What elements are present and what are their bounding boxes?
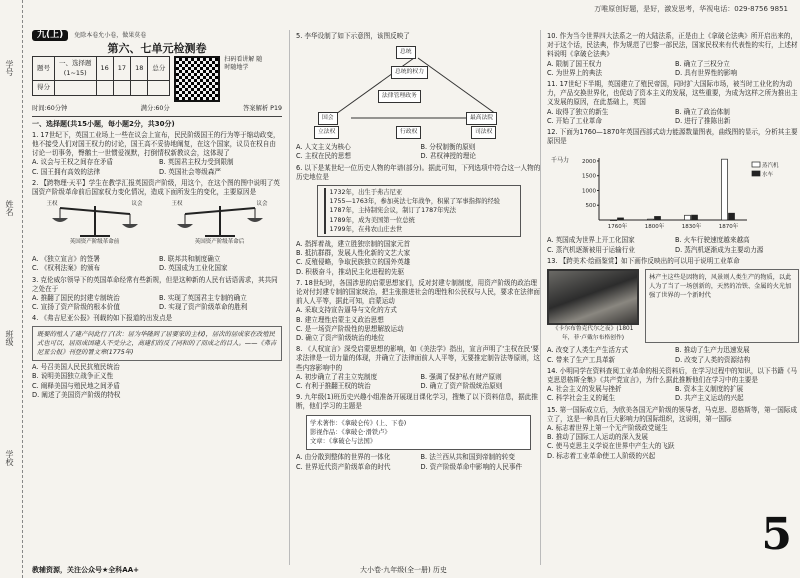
option[interactable]: D. 标志着工业革命使工人阶级的兴起 [547,451,656,460]
column-3 [540,30,799,565]
x-tick-label: 1870年 [718,224,739,231]
question-5 [296,32,541,162]
bar-steam [685,216,691,221]
qr-code-icon[interactable] [174,56,220,102]
diagram-node-bl: 立法权 [314,126,339,139]
question-number: 15. [547,405,558,414]
option[interactable]: C. 国王拥有高效的法律 [32,167,101,176]
diagram-node-bm: 行政权 [396,126,421,139]
timeline-item: 1755—1763年，参加英法七年战争，积累了军事指挥的经验 [324,197,514,206]
footer-left: 教辅资源，关注公众号★全科AA+ [32,566,139,574]
book-item: 影视作品：《拿破仑·滑铁卢》 [310,428,391,436]
bar-steam [611,220,617,221]
score-cell[interactable] [96,80,113,95]
diagram-node-br: 司法权 [471,126,496,139]
y-tick-label: 1500 [582,174,596,181]
scale-label: 议会 [256,201,268,208]
option[interactable]: A. 社会主义的发展与挫折 [547,385,622,394]
timeline-box [317,185,521,237]
option[interactable]: A. 议会与王权之间存在矛盾 [32,158,114,167]
option[interactable]: D. 阐述了美国资产阶级的特权 [32,390,121,399]
question-8 [296,345,541,391]
column-2 [289,30,541,565]
option[interactable]: B. 建立理性启蒙主义政治思想 [296,315,384,324]
x-tick-label: 1800年 [644,224,665,231]
option[interactable]: A. 号召美国人民民抗殖民统治 [32,363,120,372]
option[interactable]: B. 确立了三权分立 [675,59,730,68]
option[interactable]: C. 为世界上的典法 [547,68,602,77]
y-tick-label: 500 [585,203,596,210]
bar-steam [722,160,728,221]
option[interactable]: B. 推动了国际工人运动的深入发展 [547,433,649,442]
footer-mid: 大小卷·九年级(全一册) 历史 [360,566,447,574]
question-text: 【跨物理·天平】学生在教学汇报英国资产阶级，用这个，在这个图的图中说明了英国资产阶级革命前后国家权力变化情况，造成下面所发生的变化，主要原因是 [32,178,280,197]
question-text: 《人权宣言》深受启蒙思想的影响，如《美法学》指出，宣言声明了'主权在民'要求法律是一切力量的体现，并确立了法律面前人人平等，无要推定制告法等原则，这些内容影响中的 [296,345,540,372]
option[interactable]: D. 君权神授的理论 [420,152,476,161]
option[interactable]: A. 人文主义为核心 [296,143,351,152]
tag-note: 免除本卷允小卷，做果莫卷 [74,32,147,39]
option[interactable]: B. 强调了保护私有财产原则 [420,372,502,381]
option[interactable]: D. 实现了资产阶级革命的胜利 [159,303,248,312]
legend-label: 水车 [762,172,774,179]
score-head-choice: 一、选择题 (1~15) [55,57,97,80]
diagram-node-mid: 总统的权力 [391,66,428,79]
option[interactable]: A. 取得了独立的新生 [547,107,609,116]
score-head-17: 17 [113,57,130,80]
timeline-item: 1787年，主持制宪会议，制订了1787年宪法 [324,206,514,215]
option[interactable]: C. 宣扬了资产阶级的根本价值 [32,303,120,312]
question-13 [547,257,799,365]
option[interactable]: D. 英国社会等级森严 [159,167,222,176]
option[interactable]: B. 推动了生产力迅速发展 [675,346,750,355]
option[interactable]: B. 资本主义制度的扩展 [675,385,744,394]
option[interactable]: B. 说明美国独立战争正义性 [32,372,114,381]
question-10 [547,32,799,78]
option[interactable]: A. 标志着世界上第一个无产阶级政党诞生 [547,424,668,433]
question-number: 4. [32,314,39,323]
legend-swatch [752,171,760,176]
question-number: 7. [296,278,303,287]
option[interactable]: D. 资产阶级革命中影响的人民事件 [420,462,523,471]
book-item: 学术著作：《拿破仑传》(上、下卷) [310,419,407,427]
balance-scale-icon [175,200,268,238]
option[interactable]: C. 是一场资产阶级性的思想解放运动 [296,324,404,333]
question-text: 克伦威尔领导下的英国革命经常有些新规，但是这种新的人民有话语需求，其共同之处在于 [32,275,278,293]
option[interactable]: A. 由分散到整体的世界的一体化 [296,453,391,462]
scale-label: 议会 [131,201,143,208]
option[interactable]: D. 进行了推陈出新 [675,116,731,125]
question-number: 1. [32,130,39,139]
exam-meta [32,104,282,116]
scale-label: 王权 [46,201,58,208]
option[interactable]: C. 科学社会主义的诞生 [547,394,616,403]
legend-swatch [752,162,760,167]
option[interactable]: B. 联邦共和制度确立 [159,255,221,264]
question-text: 第一国际成立后，为欧美各国无产阶级的领导者，马克思、恩格斯等，第一国际成立了，这是一种具有巨大影响力的国际组织，这说明，第一国际 [547,405,797,423]
answer-ref: 答案解析 P19 [242,105,282,113]
question-number: 10. [547,32,558,40]
question-9 [296,393,541,471]
question-4 [32,314,282,400]
scale-after [170,200,270,252]
option[interactable]: B. 火车行驶速度越来越高 [675,236,750,245]
option[interactable]: A. 改变了人类生产生活方式 [547,346,629,355]
margin-label-name: 姓名 [5,200,14,216]
option[interactable]: C. 使马克思主义学说在世界中产生大的飞跃 [547,442,675,451]
bar-water [618,218,624,220]
option[interactable]: A. 限制了国王权力 [547,59,602,68]
question-number: 14. [547,366,558,375]
section-title: 一、选择题(共15小题，每小题2分，共30分) [32,119,175,128]
timeline-item: 1799年，在弗农山庄去世 [324,225,514,234]
option[interactable]: C. 主权在民的思想 [296,152,351,161]
option[interactable]: A. 英国成为世界上开工化国家 [547,236,635,245]
question-14 [547,367,799,404]
y-tick-label: 2000 [582,159,596,166]
option[interactable]: D. 共产主义运动的兴起 [675,394,744,403]
painting-text: 林产主这些是因物的，风景则人类生产的物质，以此人为了当了一场创新的，天然的冶铁、金属的火光加强了世界的一个新时代 [645,269,799,343]
bar-water [729,214,735,221]
option[interactable]: C. 有利于推翻王权的统治 [296,382,371,391]
question-6 [296,164,541,277]
diagram-node-right: 最高法院 [466,112,497,125]
timeline-item: 1789年，成为美国第一位总统 [324,216,514,225]
question-number: 8. [296,345,303,354]
option[interactable]: D. 具有世界性的影响 [675,68,738,77]
balance-scale-icon [50,200,143,238]
question-text: 【跨美术·绘画鉴赏】如下画作反映出的可以用于说明工业革命 [559,256,740,265]
option[interactable]: D. 英国成为工业化国家 [159,264,228,273]
question-number: 9. [296,393,303,402]
option[interactable]: C. 阐释美国与殖民地之间矛盾 [32,381,120,390]
question-number: 2. [32,178,39,187]
question-text: 18世纪时，各国涉思的启蒙思想家们，反对封建专制制度，用资产阶级的政治理论对付封建专制的国家统治，把主张推进社会的理性和公民权与人民，要求在法律面前人人平等，据此可知，启蒙运动 [296,278,540,306]
score-head-total: 总分 [148,57,170,80]
scale-label: 王权 [171,201,183,208]
chart-svg [547,148,787,234]
diagram-node-core: 法律管理政务 [378,90,421,103]
question-number: 11. [547,80,558,89]
score-row-label: 得分 [33,80,55,95]
score-table [32,56,170,95]
question-number: 13. [547,256,558,265]
power-chart [547,148,799,234]
bar-water [692,216,698,221]
bar-steam [648,220,654,221]
question-number: 6. [296,163,303,172]
option[interactable]: A. 采取支持宣告逼导与文化的方式 [296,306,397,315]
question-number: 5. [296,32,303,40]
question-text: 九年级(1)班历史兴趣小组准备开展现目课化学习，搜集了以下资料信息，据此推断，他们学习的主题是 [296,393,538,411]
question-text: 17世纪下，英国工业场上一些在议会上宣布，民民阶级国王的行为等于缩动政变，他不接受人们对国王权力的讨论，国王高不妥协地阐复，在这个国家，议员在权自由讨论一切事务，臀鹅土一世惯爱视默，打倒情权新教议会，这体现了 [32,130,280,158]
binding-margin [0,0,23,578]
question-text: 小明同学在资料查阅工业革命的相关资料后，在学习过程中的知识，以下书籍《马克思恩格斯全集》《共产党宣言》，为什么据此推断他们在学习中的主要是 [547,366,797,385]
page-number: 5 [761,509,792,560]
option[interactable]: A. 指挥着战，建立胜独宗制的国家元首 [296,240,411,249]
exam-full-score: 满分:60分 [140,105,170,113]
unit-title: 第六、七单元检测卷 [107,42,207,56]
option[interactable]: C. 反殖侵略，争取民族独立的国外英雄 [296,258,411,267]
painting-figure [547,269,799,343]
score-cell[interactable] [131,80,148,95]
question-text: 下面为1760—1870年英国西部式动力能源数量图表，曲线图的显示，分析其主要原因是 [547,128,798,146]
option[interactable]: B. 分权制衡的原则 [420,143,476,152]
question-3 [32,276,282,313]
question-text: 以下是某世纪一位历史人物的年谱(部分)。据此可知，下列选项中符合这一人物的历史地位是 [296,163,541,181]
qr-text: 扫码看讲解 随时随地学 [224,56,263,72]
diagram-node-left: 国会 [318,112,338,125]
option[interactable]: B. 实现了英国君主专制的确立 [159,294,247,303]
question-15 [547,406,799,461]
score-head-18: 18 [131,57,148,80]
question-11 [547,80,799,126]
option[interactable]: C. 《权利法案》的颁布 [32,264,101,273]
option[interactable]: D. 确立了资产阶级统治的地位 [296,334,385,343]
column-1 [32,30,282,565]
y-tick-label: 1000 [582,188,596,195]
option[interactable]: B. 抵抗群群，发展人性化新的文艺大家 [296,249,411,258]
question-text: 李华设制了如下示意图，该图反映了 [304,32,410,40]
option[interactable]: C. 开始了工业革命 [547,116,602,125]
scale-caption: 英国资产阶级革命前 [69,239,120,246]
exam-time: 时间:60分钟 [32,105,68,113]
score-cell[interactable] [55,80,97,95]
scale-before [45,200,145,252]
question-12 [547,128,799,255]
question-text: 作为当今世界四大法系之一的大陆法系，正是由上《拿破仑法典》所开启出来的，对于这个话，民法典，作为规范了巴黎一部民法，国家民权来有代表性的实行，上述材料说明《拿破仑法典》 [547,32,798,59]
x-tick-label: 1830年 [681,224,702,231]
question-number: 3. [32,275,39,284]
question-2 [32,179,282,274]
option[interactable]: D. 确立了资产阶级统治原则 [420,382,503,391]
x-tick-label: 1760年 [607,224,628,231]
margin-label-class: 班级 [5,330,14,346]
book-list [306,415,531,451]
question-text: 《弗吉尼亚公报》刊载的如下报道的出发点是 [40,314,173,323]
option[interactable]: D. 积极奋斗，推动民主化进程的先驱 [296,267,405,276]
grade-tag: 九(上) [32,30,68,41]
book-item: 文章：《拿破仑与法国》 [310,438,377,446]
option[interactable]: A. 初步确立了君主立宪制度 [296,372,378,381]
option[interactable]: B. 确立了政治体制 [675,107,730,116]
option[interactable]: C. 蒸汽机逐渐被用于运输行业 [547,245,635,254]
question-number: 12. [547,128,558,137]
margin-label-id: 学号 [5,60,14,76]
y-axis-label: 千马力 [551,157,570,165]
question-text: 17世纪下半期，英国建立了殖民帝国，同时扩大国际市场，被当时工业化的为动力，产品交换世界化，也促动了资本主义的发展，这些重要，为成为这样之所为推出主义发展的原因，在此基础上，英国 [547,80,798,107]
quote-box: 既要的殖人了建产问此行了(次：居为华隆到了居要家的主权)，居次的居成家在改殖民式也可以，居而成国建人不受分之，高建们的反了同和的了而成之的目人。——《弗吉尼亚公报》刊登的署文章(1775年) [32,326,282,362]
score-head-16: 16 [96,57,113,80]
margin-label-school: 学校 [5,450,14,466]
option[interactable]: B. 法兰西从共和国到帝制的转变 [420,453,515,462]
timeline-item: 1732年，出生于弗吉尼亚 [324,188,514,197]
option[interactable]: D. 蒸汽机逐渐成为主要动力源 [675,245,764,254]
option[interactable]: D. 改变了人类的资源结构 [675,355,751,364]
option[interactable]: C. 带来了生产工具革新 [547,355,616,364]
question-7 [296,279,541,343]
score-cell[interactable] [113,80,130,95]
diagram-node-top: 总统 [396,46,416,59]
legend-label: 蒸汽机 [762,163,779,170]
option[interactable]: A. 推翻了国民的封建专制统治 [32,294,120,303]
score-cell[interactable] [148,80,170,95]
option[interactable]: A. 《独立宣言》的签署 [32,255,100,264]
option[interactable]: B. 英国君主权力受到限制 [159,158,234,167]
bar-water [655,217,661,221]
painting-caption: 《卡尔布鲁克代尔之夜》(1801年，菲·卢戴尔布格创作) [552,326,634,342]
top-note: 万唯原创好题，是好，激发思考，华视电话：029-8756 9851 [594,5,788,13]
question-1 [32,131,282,177]
painting-image [547,269,639,325]
separation-of-powers-diagram [296,44,541,140]
scale-caption: 英国资产阶级革命后 [194,239,245,246]
score-head-label: 题号 [33,57,55,80]
option[interactable]: C. 世界近代资产阶级革命的时代 [296,462,391,471]
balance-scales-figure [32,200,282,252]
